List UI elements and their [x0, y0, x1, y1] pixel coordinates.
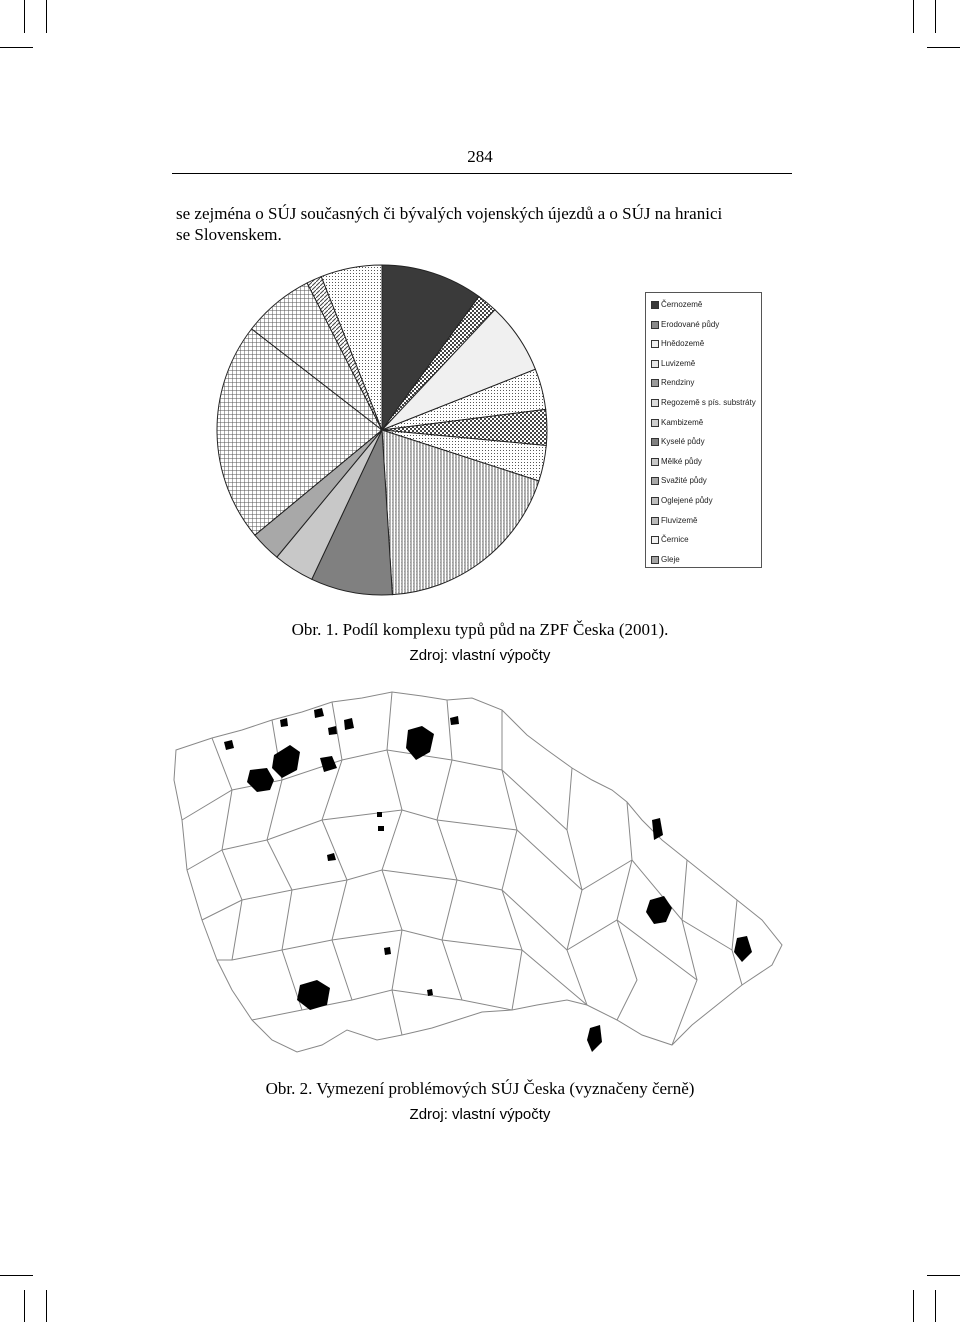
problem-area [320, 756, 337, 772]
page-number: 284 [467, 147, 493, 166]
crop-mark [927, 1275, 960, 1276]
district-line [217, 930, 587, 1005]
legend-label: Regozemě s pís. substráty [661, 398, 756, 407]
district-line [182, 750, 567, 830]
legend-label: Hnědozemě [661, 339, 705, 349]
legend-swatch [651, 379, 659, 387]
problem-area [344, 718, 354, 730]
crop-mark [0, 1275, 33, 1276]
district-line [617, 802, 637, 1020]
district-line [382, 692, 402, 1035]
legend-swatch [651, 419, 659, 427]
problem-area [377, 812, 382, 817]
header-rule [172, 173, 792, 174]
problem-area [378, 826, 384, 831]
legend-label: Mělké půdy [661, 456, 702, 466]
legend-label: Černice [661, 535, 689, 545]
figure1-caption: Obr. 1. Podíl komplexu typů půd na ZPF Česka (2001). [291, 620, 669, 639]
problem-area [406, 726, 434, 760]
problem-area [224, 740, 234, 750]
legend-label: Luvizemě [661, 358, 696, 368]
problem-area [427, 989, 433, 996]
district-line [437, 700, 462, 1000]
crop-mark [0, 47, 33, 48]
problem-area [328, 726, 337, 735]
crop-mark [913, 1290, 914, 1322]
legend-swatch [651, 517, 659, 525]
crop-mark [935, 0, 936, 33]
district-line [502, 710, 522, 1010]
legend-swatch [651, 301, 659, 309]
crop-mark [24, 1290, 25, 1322]
crop-mark [935, 1290, 936, 1322]
problem-area [280, 718, 288, 727]
czechia-district-map [172, 690, 788, 1062]
district-line [672, 860, 697, 1045]
figure1-source: Zdroj: vlastní výpočty [409, 647, 551, 664]
crop-mark [24, 0, 25, 33]
problem-area [450, 716, 459, 725]
crop-mark [927, 47, 960, 48]
problem-area [297, 980, 330, 1010]
legend-swatch [651, 477, 659, 485]
body-line: se Slovenskem. [176, 225, 282, 244]
legend-swatch [651, 340, 659, 348]
district-line [322, 702, 352, 1000]
crop-mark [46, 0, 47, 33]
figure2-caption: Obr. 2. Vymezení problémových SÚJ Česka (vyznačeny černě) [265, 1079, 695, 1098]
problem-area [272, 745, 300, 778]
legend-swatch [651, 536, 659, 544]
legend-label: Fluvizemě [661, 515, 698, 525]
legend-label: Rendziny [661, 378, 695, 388]
legend-swatch [651, 321, 659, 329]
pie-slices [217, 265, 547, 595]
problem-area [327, 853, 336, 861]
legend-swatch [651, 438, 659, 446]
legend-swatch [651, 458, 659, 466]
legend-swatch [651, 399, 659, 407]
district-line [567, 768, 587, 1005]
problem-area [247, 768, 274, 792]
legend-label: Kyselé půdy [661, 437, 705, 447]
problem-area [734, 936, 752, 962]
district-boundaries [174, 692, 782, 1052]
problem-area [646, 896, 672, 924]
legend-label: Erodované půdy [661, 319, 720, 329]
district-line [252, 990, 512, 1020]
legend-label: Kambizemě [661, 417, 704, 427]
problem-area [314, 708, 324, 718]
problem-areas [224, 708, 752, 1052]
legend-swatch [651, 497, 659, 505]
crop-mark [46, 1290, 47, 1322]
country-outline [174, 692, 782, 1052]
legend-label: Gleje [661, 554, 680, 564]
legend-label: Svažité půdy [661, 476, 707, 486]
legend-label: Oglejené půdy [661, 496, 713, 505]
legend-swatch [651, 556, 659, 564]
problem-area [587, 1025, 602, 1052]
problem-area [652, 818, 663, 840]
body-paragraph [176, 203, 796, 245]
crop-mark [913, 0, 914, 33]
pie-chart [200, 258, 566, 598]
problem-area [384, 947, 391, 955]
legend-label: Černozemě [661, 300, 703, 309]
legend-swatch [651, 360, 659, 368]
figure2-source: Zdroj: vlastní výpočty [409, 1106, 551, 1123]
body-line: se zejména o SÚJ současných či bývalých vojenských újezdů a o SÚJ na hranici [176, 204, 723, 223]
pie-legend [645, 292, 762, 568]
